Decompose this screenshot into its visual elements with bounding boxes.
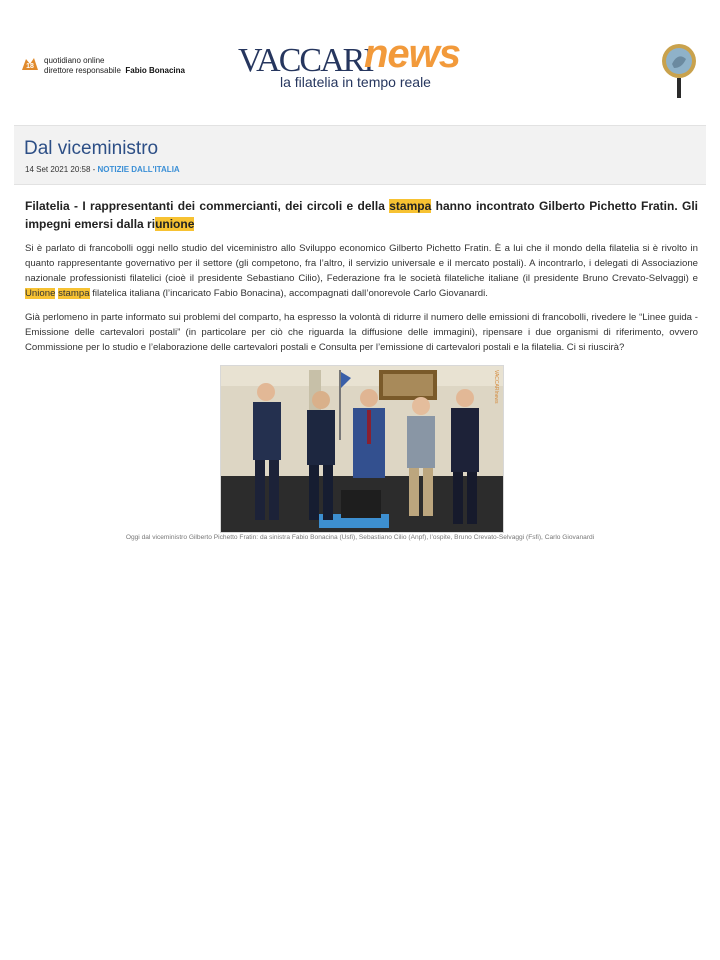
article-date: 14 Set 2021 20:58 — [25, 165, 91, 174]
article-title-band — [14, 125, 706, 185]
search-highlight: unione — [155, 217, 195, 231]
site-header — [0, 0, 720, 118]
tagline-line1: quotidiano online — [44, 56, 105, 65]
photo-caption: Oggi dal viceministro Gilberto Pichetto Fratin: da sinistra Fabio Bonacina (Usfi), Sebastiano Cilio (Anpf), l’ospite, Bruno Crevato-Selvaggi (Fsfi), Carlo Giovanardi — [125, 534, 595, 541]
category-link[interactable]: NOTIZIE DALL'ITALIA — [97, 165, 180, 174]
paragraph-2: Già perlomeno in parte informato sui problemi del comparto, ha espresso la volontà di ridurre il numero delle emissioni di francobolli, rivedere le “Linee guida - Emissione delle cartevalori postali” (in particolare per ciò che riguarda la diffusione delle immagini), ripensare i due organismi di riferimento, ovvero Commissione per lo studio e l’elaborazione delle cartevalori postali e Consulta per l’emissione di cartevalori postali e la filatelia. Ci si riuscirà? — [25, 312, 698, 353]
search-highlight: Unione — [25, 288, 56, 299]
article-photo[interactable] — [220, 365, 504, 533]
article-body — [25, 197, 698, 364]
logo-accent-text: news — [364, 32, 461, 76]
article-meta: 14 Set 2021 20:58 - NOTIZIE DALL'ITALIA — [25, 165, 180, 174]
anniversary-badge-icon — [20, 56, 40, 74]
page-title: Dal viceministro — [24, 138, 159, 159]
tagline — [44, 56, 185, 76]
director-name: Fabio Bonacina — [125, 66, 185, 75]
tagline-line2: direttore responsabile Fabio Bonacina — [44, 66, 185, 75]
search-highlight: stampa — [58, 288, 90, 299]
article-lead: Filatelia - I rappresentanti dei commercianti, dei circoli e della stampa hanno incontrato Gilberto Pichetto Fratin. Gli impegni emersi dalla riunione — [25, 199, 699, 231]
logo-subtitle: la filatelia in tempo reale — [280, 74, 431, 90]
photo-watermark: VACCARInews — [493, 370, 499, 404]
site-logo[interactable] — [238, 32, 488, 94]
badge-number: 18 — [26, 63, 34, 70]
magnifying-glass-icon — [660, 42, 698, 100]
paragraph-1: Si è parlato di francobolli oggi nello studio del viceministro allo Sviluppo economico Gilberto Pichetto Fratin. È a lui che il mondo della filatelia si è rivolto in quanto rappresentante governativo per il settore (gli competono, fra l’altro, il servizio universale e il mercato postali). A incontrarlo, i delegati di Associazione nazionale professionisti filatelici (cioè il presidente Sebastiano Cilio), Federazione fra le società filateliche italiane (il presidente Bruno Crevato-Selvaggi) e Unione stampa filatelica italiana (l’incaricato Fabio Bonacina), accompagnati dall’onorevole Carlo Giovanardi. — [25, 243, 698, 299]
search-highlight: stampa — [389, 199, 432, 213]
logo-main-text: VACCARI — [238, 42, 373, 79]
meeting-photo — [221, 366, 503, 532]
